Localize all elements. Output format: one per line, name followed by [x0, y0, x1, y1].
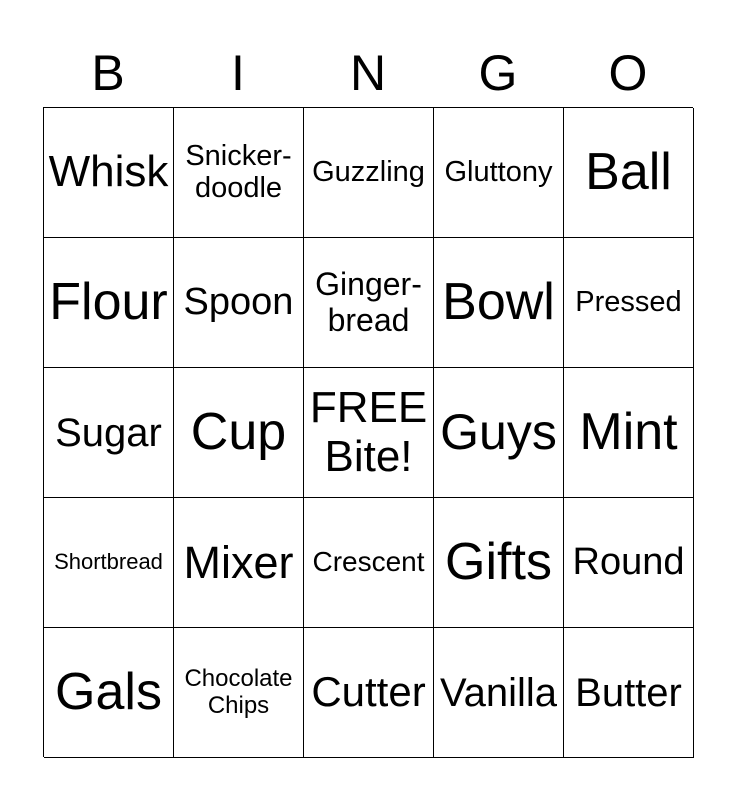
bingo-cell-label: Sugar	[55, 410, 162, 455]
bingo-cell-label: Gifts	[445, 532, 552, 591]
bingo-cell-label: FREE Bite!	[309, 383, 428, 481]
bingo-cell[interactable]	[174, 368, 304, 498]
bingo-cell-label: Gluttony	[444, 155, 553, 188]
bingo-cell[interactable]	[174, 108, 304, 238]
bingo-cell[interactable]	[44, 108, 174, 238]
bingo-cell[interactable]	[304, 108, 434, 238]
header-letter-i: I	[231, 45, 245, 101]
bingo-cell[interactable]	[44, 368, 174, 498]
header-letter-g: G	[478, 45, 518, 101]
bingo-cell[interactable]	[564, 498, 694, 628]
bingo-cell-label: Round	[572, 540, 685, 583]
bingo-cell-label: Whisk	[48, 147, 169, 197]
bingo-cell[interactable]	[44, 498, 174, 628]
bingo-cell[interactable]	[174, 238, 304, 368]
bingo-cell[interactable]	[304, 368, 434, 498]
bingo-cell-label: Pressed	[575, 285, 682, 318]
bingo-cell[interactable]	[174, 628, 304, 758]
bingo-cell[interactable]	[434, 108, 564, 238]
bingo-cell[interactable]	[564, 108, 694, 238]
header-letter-n: N	[349, 45, 387, 101]
bingo-cell-label: Cutter	[311, 668, 426, 716]
bingo-cell-label: Shortbread	[54, 549, 163, 575]
header-letter-o: O	[608, 45, 648, 101]
bingo-cell[interactable]	[564, 368, 694, 498]
bingo-cell-label: Chocolate Chips	[184, 665, 293, 719]
bingo-cell-label: Cup	[190, 402, 287, 461]
bingo-cell-label: Ginger- bread	[315, 266, 422, 338]
bingo-cell[interactable]	[44, 238, 174, 368]
bingo-cell[interactable]	[434, 368, 564, 498]
bingo-cell[interactable]	[174, 498, 304, 628]
bingo-board	[43, 107, 693, 757]
bingo-cell[interactable]	[304, 238, 434, 368]
bingo-cell[interactable]	[564, 628, 694, 758]
bingo-cell[interactable]	[434, 238, 564, 368]
bingo-cell[interactable]	[434, 498, 564, 628]
bingo-cell-label: Guys	[440, 404, 557, 460]
bingo-cell-label: Gals	[55, 662, 162, 721]
header-letter-b: B	[91, 45, 125, 101]
bingo-cell[interactable]	[44, 628, 174, 758]
bingo-cell-label: Mint	[579, 402, 678, 461]
bingo-cell-label: Guzzling	[312, 155, 425, 188]
bingo-cell-label: Vanilla	[439, 670, 558, 715]
bingo-cell[interactable]	[434, 628, 564, 758]
bingo-cell-label: Spoon	[183, 280, 294, 323]
bingo-cell-label: Crescent	[312, 546, 425, 578]
bingo-cell-label: Flour	[49, 272, 168, 331]
bingo-cell-label: Bowl	[442, 272, 555, 331]
bingo-cell-label: Mixer	[183, 536, 294, 588]
bingo-cell[interactable]	[564, 238, 694, 368]
bingo-cell[interactable]	[304, 498, 434, 628]
bingo-cell-label: Snicker- doodle	[185, 139, 292, 204]
bingo-cell-label: Butter	[575, 670, 682, 715]
bingo-cell-label: Ball	[585, 142, 672, 201]
bingo-header	[43, 38, 693, 108]
bingo-cell[interactable]	[304, 628, 434, 758]
